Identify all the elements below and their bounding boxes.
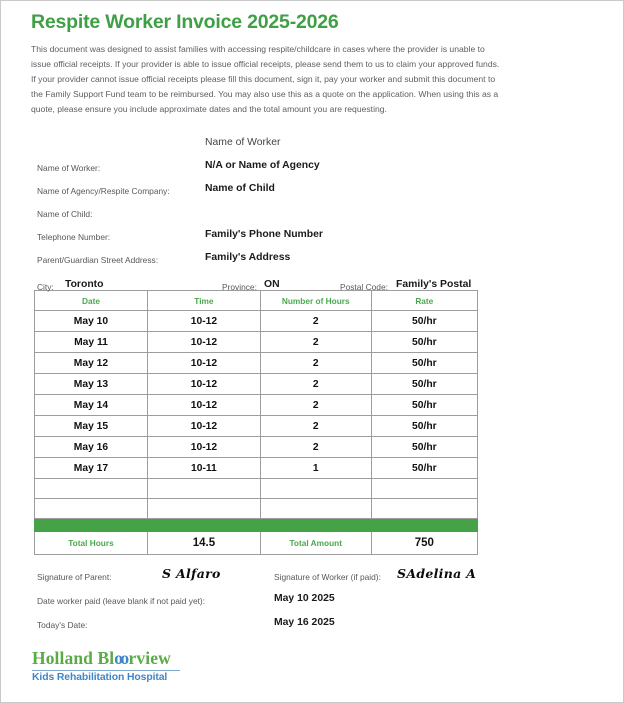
green-band-cell <box>260 519 371 532</box>
cell-time[interactable]: 10-12 <box>147 332 260 353</box>
column-header-date: Date <box>35 291 148 311</box>
value-postal-code[interactable]: Family's Postal <box>396 279 472 291</box>
form-row-child-name <box>31 205 599 228</box>
logo-text-part3: rview <box>128 648 171 668</box>
form-row-telephone <box>31 228 599 251</box>
table-row-empty <box>35 499 478 519</box>
cell-time[interactable]: 10-12 <box>147 395 260 416</box>
logo-tagline: Kids Rehabilitation Hospital <box>32 671 168 683</box>
cell-rate[interactable]: 50/hr <box>371 311 477 332</box>
cell-rate[interactable]: 50/hr <box>371 353 477 374</box>
signature-of-worker[interactable]: SAdelina A <box>397 566 477 582</box>
value-telephone-number[interactable]: Family's Phone Number <box>205 229 323 241</box>
cell-rate[interactable] <box>371 499 477 519</box>
form-row-agency-name <box>31 182 599 205</box>
cell-time[interactable] <box>147 499 260 519</box>
table-row <box>35 332 478 353</box>
cell-rate[interactable]: 50/hr <box>371 395 477 416</box>
cell-hours[interactable]: 2 <box>260 311 371 332</box>
green-band-cell <box>35 519 148 532</box>
signature-row <box>37 566 599 590</box>
value-date-worker-paid[interactable]: May 10 2025 <box>274 593 335 605</box>
form-row-worker-name <box>31 159 599 182</box>
cell-time[interactable]: 10-12 <box>147 353 260 374</box>
label-postal-code: Postal Code: <box>340 282 388 293</box>
page-content <box>1 1 623 638</box>
cell-rate[interactable]: 50/hr <box>371 437 477 458</box>
cell-hours[interactable]: 2 <box>260 416 371 437</box>
label-name-of-worker: Name of Worker: <box>37 163 101 174</box>
form-fields-block <box>31 136 599 293</box>
cell-hours[interactable]: 2 <box>260 395 371 416</box>
label-signature-of-worker: Signature of Worker (if paid): <box>274 572 381 583</box>
table-row <box>35 311 478 332</box>
cell-time[interactable]: 10-12 <box>147 374 260 395</box>
green-band-cell <box>147 519 260 532</box>
cell-date[interactable]: May 17 <box>35 458 148 479</box>
cell-rate[interactable]: 50/hr <box>371 416 477 437</box>
hours-table-wrapper <box>34 290 478 555</box>
cell-date[interactable]: May 16 <box>35 437 148 458</box>
cell-date[interactable] <box>35 499 148 519</box>
cell-hours[interactable]: 2 <box>260 374 371 395</box>
table-row-empty <box>35 479 478 499</box>
column-header-hours: Number of Hours <box>260 291 371 311</box>
label-date-worker-paid: Date worker paid (leave blank if not paid yet): <box>37 596 206 607</box>
logo-divider <box>32 670 180 671</box>
logo-wordmark <box>32 649 292 669</box>
form-row-header <box>31 136 599 159</box>
label-total-amount: Total Amount <box>260 532 371 555</box>
value-todays-date[interactable]: May 16 2025 <box>274 617 335 629</box>
table-row <box>35 353 478 374</box>
logo-text-oo: oo <box>114 648 127 668</box>
cell-rate[interactable]: 50/hr <box>371 374 477 395</box>
label-name-of-agency: Name of Agency/Respite Company: <box>37 186 170 197</box>
page-title: Respite Worker Invoice 2025-2026 <box>31 11 339 33</box>
cell-hours[interactable] <box>260 479 371 499</box>
green-band-cell <box>371 519 477 532</box>
header-value: Name of Worker <box>205 137 281 149</box>
cell-date[interactable]: May 14 <box>35 395 148 416</box>
value-street-address[interactable]: Family's Address <box>205 252 291 264</box>
label-todays-date: Today's Date: <box>37 620 88 631</box>
column-header-time: Time <box>147 291 260 311</box>
value-name-of-agency[interactable]: Name of Child <box>205 183 275 195</box>
hours-table <box>34 290 478 555</box>
cell-date[interactable]: May 15 <box>35 416 148 437</box>
cell-rate[interactable] <box>371 479 477 499</box>
intro-paragraph: This document was designed to assist families with accessing respite/childcare in cases where the provider is unable to issue official receipts. If your provider is able to issue official receipts, please send them to us to claim your approved funds. If your provider cannot issue official receipts please fill this document, sign it, pay your worker and submit this document to the Family Support Fund team to be reimbursed. You may also use this as a quote on the application. When using this as a quote, please ensure you include approximate dates and the total amount you are requesting. <box>31 44 500 114</box>
logo-text-part1: Holland Bl <box>32 648 115 668</box>
value-province[interactable]: ON <box>264 279 280 291</box>
cell-time[interactable]: 10-12 <box>147 416 260 437</box>
cell-date[interactable]: May 13 <box>35 374 148 395</box>
cell-date[interactable]: May 11 <box>35 332 148 353</box>
cell-date[interactable] <box>35 479 148 499</box>
table-row <box>35 416 478 437</box>
hours-table-body <box>35 311 478 555</box>
label-total-hours: Total Hours <box>35 532 148 555</box>
cell-rate[interactable]: 50/hr <box>371 332 477 353</box>
cell-hours[interactable]: 1 <box>260 458 371 479</box>
label-signature-of-parent: Signature of Parent: <box>37 572 112 583</box>
table-totals-row <box>35 532 478 555</box>
todays-date-row <box>37 614 599 638</box>
date-paid-row <box>37 590 599 614</box>
value-total-amount[interactable]: 750 <box>371 532 477 555</box>
form-row-street-address <box>31 251 599 274</box>
cell-hours[interactable]: 2 <box>260 437 371 458</box>
cell-rate[interactable]: 50/hr <box>371 458 477 479</box>
signature-block <box>37 566 599 638</box>
column-header-rate: Rate <box>371 291 477 311</box>
value-city[interactable]: Toronto <box>65 279 104 291</box>
cell-hours[interactable]: 2 <box>260 332 371 353</box>
cell-date[interactable]: May 10 <box>35 311 148 332</box>
value-total-hours[interactable]: 14.5 <box>147 532 260 555</box>
label-street-address: Parent/Guardian Street Address: <box>37 255 159 266</box>
table-row <box>35 437 478 458</box>
table-row <box>35 374 478 395</box>
cell-date[interactable]: May 12 <box>35 353 148 374</box>
table-row <box>35 458 478 479</box>
signature-of-parent[interactable]: S Alfaro <box>162 566 221 582</box>
cell-time[interactable]: 10-12 <box>147 437 260 458</box>
form-row-city-province-postal <box>31 277 599 299</box>
label-province: Province: <box>222 282 257 293</box>
table-green-divider-row <box>35 519 478 532</box>
label-name-of-child: Name of Child: <box>37 209 93 220</box>
cell-time[interactable]: 10-12 <box>147 311 260 332</box>
table-row <box>35 395 478 416</box>
holland-bloorview-logo <box>32 649 292 683</box>
label-telephone-number: Telephone Number: <box>37 232 111 243</box>
value-name-of-worker[interactable]: N/A or Name of Agency <box>205 160 320 172</box>
cell-hours[interactable] <box>260 499 371 519</box>
cell-time[interactable]: 10-11 <box>147 458 260 479</box>
label-city: City: <box>37 282 54 293</box>
cell-time[interactable] <box>147 479 260 499</box>
cell-hours[interactable]: 2 <box>260 353 371 374</box>
